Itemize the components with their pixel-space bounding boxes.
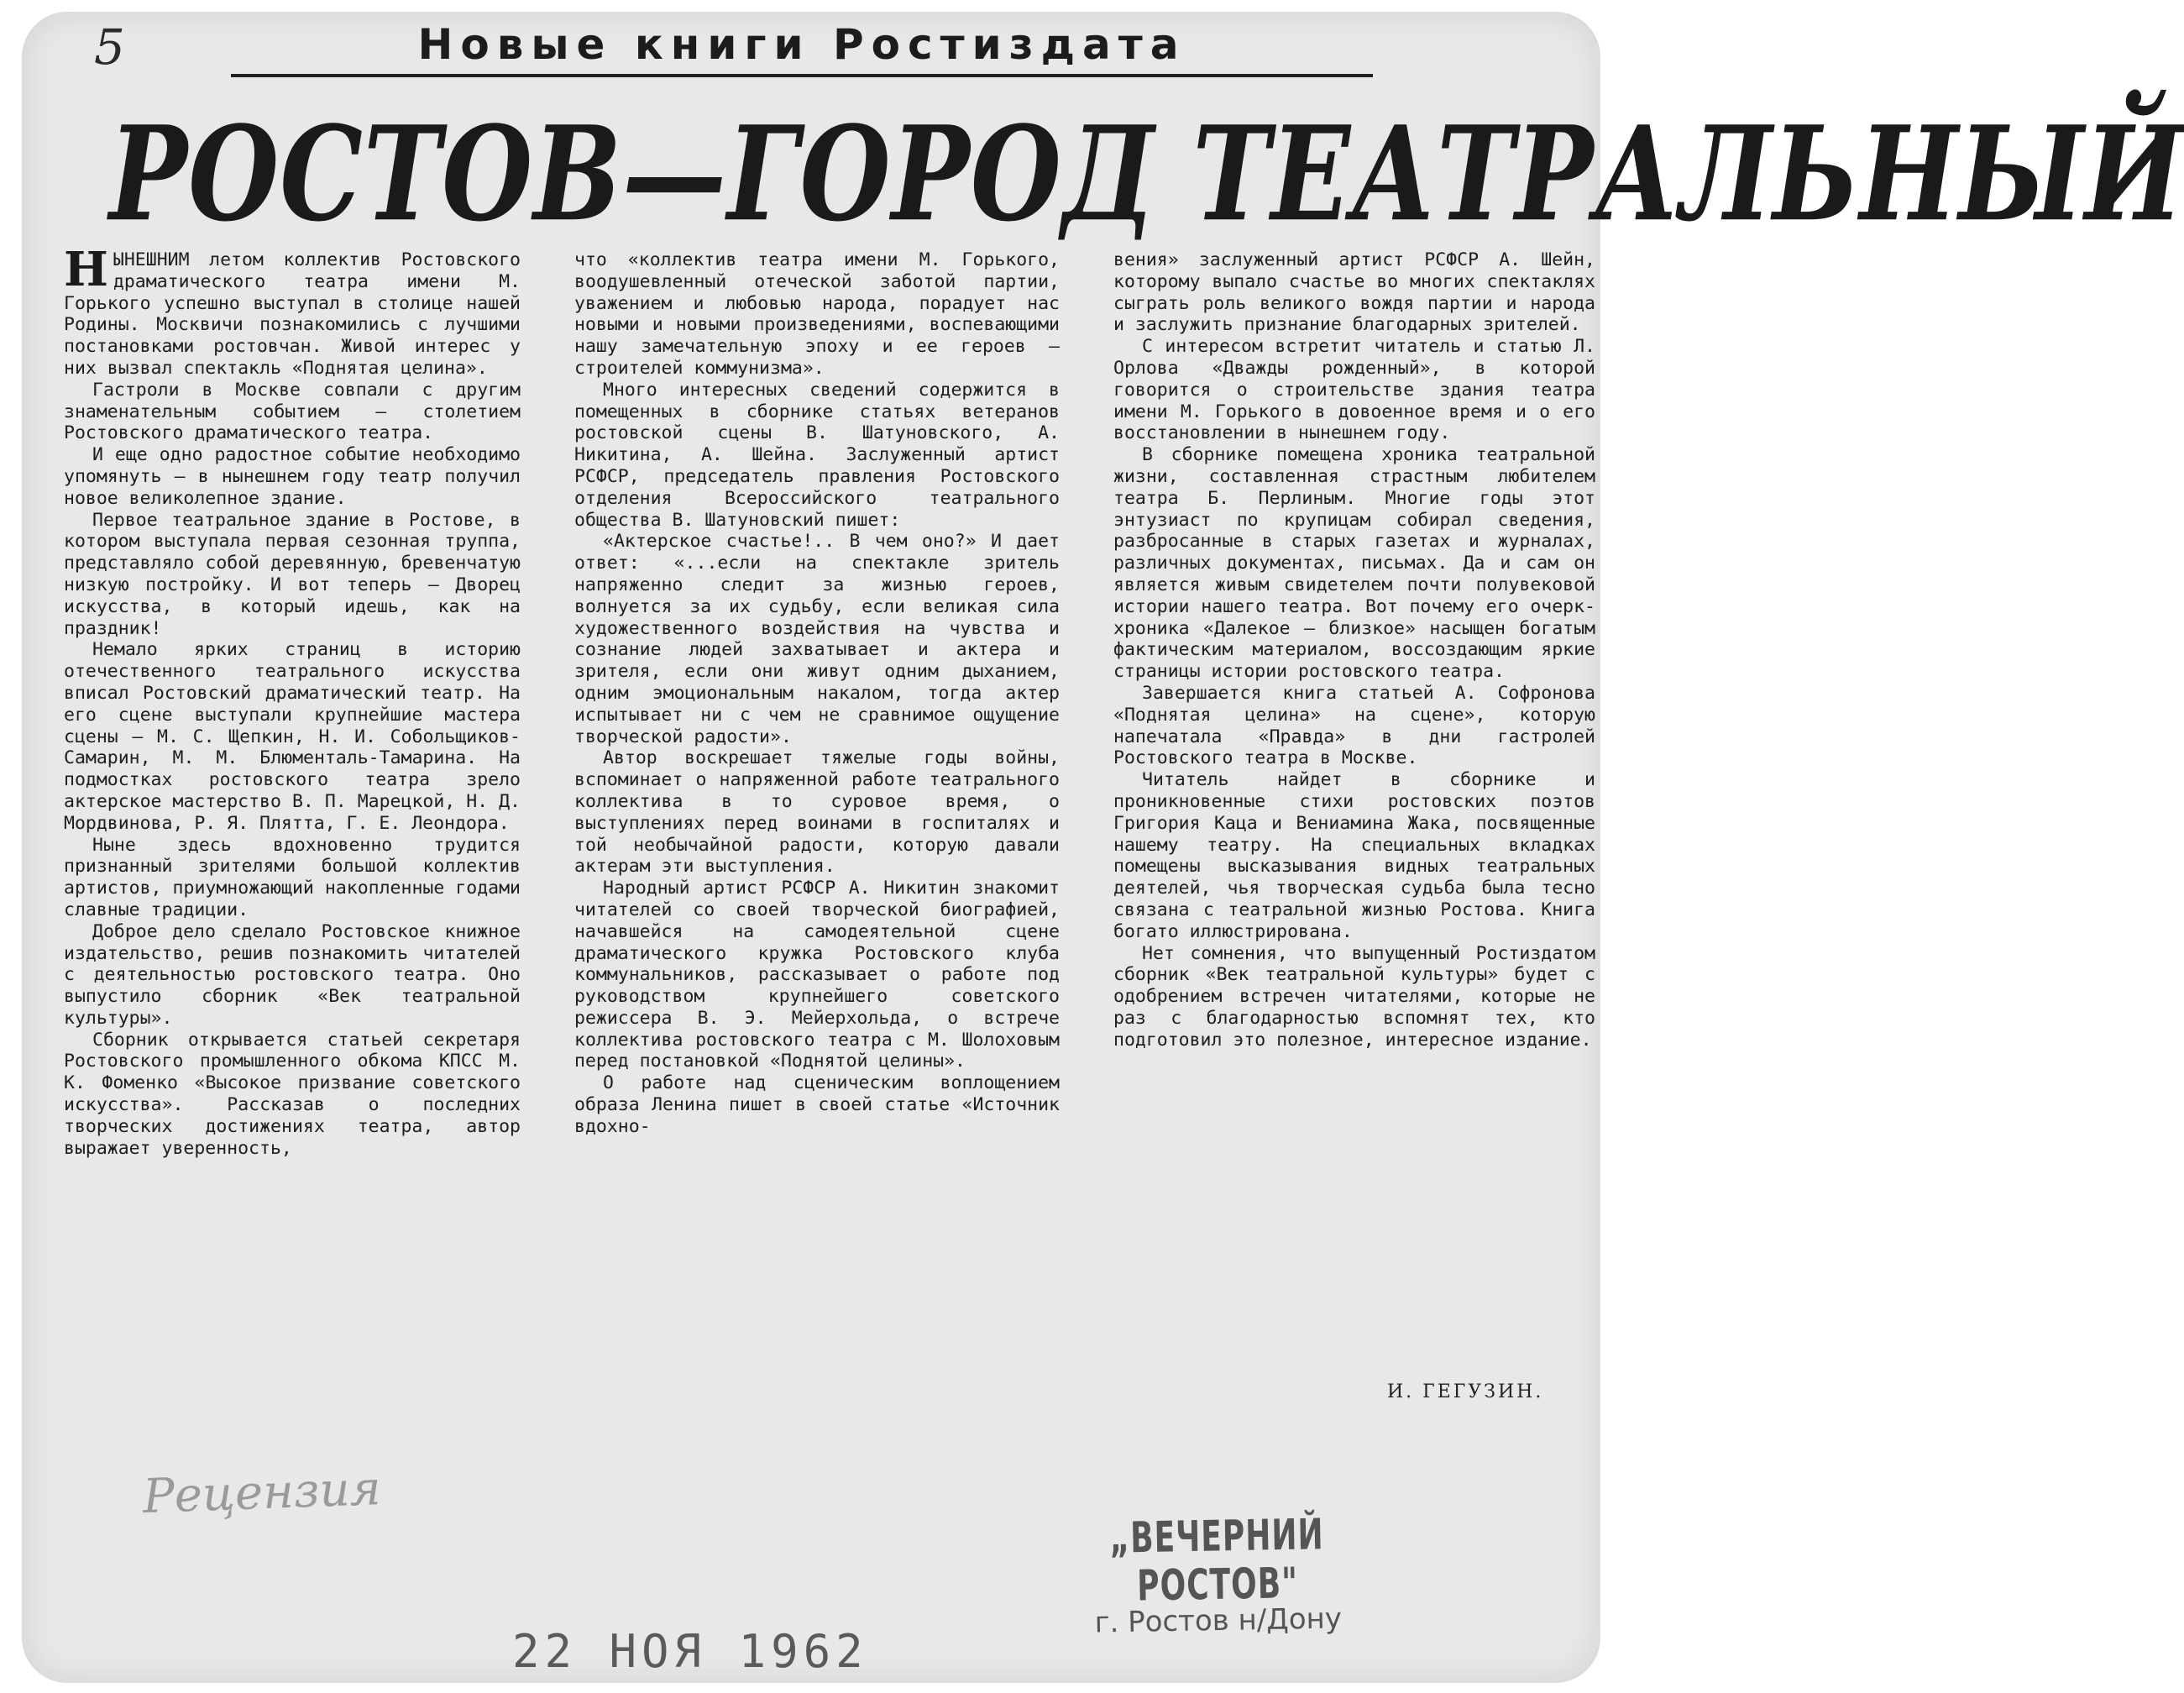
- author-signature: И. ГЕГУЗИН.: [1387, 1381, 1544, 1402]
- handwritten-note: Рецензия: [141, 1461, 382, 1524]
- paragraph: Нет сомнения, что выпущенный Ростиздатом сборник «Век театральной культуры» будет с одобрением встречен читателями, которые не раз с благодарностью вспомнят тех, кто подготовил это полезное, интересное издание.: [1113, 942, 1595, 1051]
- article-headline: РОСТОВ—ГОРОД ТЕАТРАЛЬНЫЙ: [109, 98, 2184, 251]
- paragraph: Доброе дело сделало Ростовское книжное издательство, решив познакомить читателей с деятельностью ростовского театра. Оно выпустило сборник «Век театральной культуры».: [64, 920, 521, 1029]
- paragraph: Гастроли в Москве совпали с другим знаменательным событием — столетием Ростовского драматического театра.: [64, 379, 521, 444]
- stamp-newspaper-name: „ВЕЧЕРНИЙ РОСТОВ": [1109, 1511, 1325, 1612]
- handwritten-mark: 5: [94, 18, 125, 76]
- paragraph: НЫНЕШНИМ летом коллектив Ростовского драматического театра имени М. Горького успешно выступал в столице нашей Родины. Москвичи познакомились с лучшими постановками ростовчан. Живой интерес у них вызвал спектакль «Поднятая целина».: [64, 242, 521, 379]
- paragraph: Первое театральное здание в Ростове, в котором выступала первая сезонная труппа, представляло собой деревянную, бревенчатую низкую постройку. И вот теперь — Дворец искусства, в который идешь, как на праздник!: [64, 509, 521, 639]
- paragraph: Автор воскрешает тяжелые годы войны, вспоминает о напряженной работе театрального коллектива в то суровое время, о выступлениях перед воинами в госпиталях и той необычайной радости, которую давали актерам эти выступления.: [574, 747, 1060, 878]
- stamp-city: г. Ростов н/Дону: [1094, 1601, 1343, 1640]
- newspaper-stamp: [1049, 1511, 1386, 1641]
- paragraph: И еще одно радостное событие необходимо упомянуть — в нынешнем году театр получил новое великолепное здание.: [64, 444, 521, 509]
- paragraph: Сборник открывается статьей секретаря Ростовского промышленного обкома КПСС М. К. Фоменко «Высокое призвание советского искусства». Рассказав о последних творческих достижениях театра, автор выражает уверенность,: [64, 1029, 521, 1159]
- paragraph: вения» заслуженный артист РСФСР А. Шейн, которому выпало счастье во многих спектаклях сыграть роль великого вождя партии и народа и заслужить признание благодарных зрителей.: [1113, 249, 1595, 336]
- paragraph: Ныне здесь вдохновенно трудится признанный зрителями большой коллектив артистов, приумножающий накопленные годами славные традиции.: [64, 834, 521, 920]
- paragraph: О работе над сценическим воплощением образа Ленина пишет в своей статье «Источник вдохно-: [574, 1072, 1060, 1137]
- drop-cap: Н: [64, 242, 108, 297]
- paragraph: «Актерское счастье!.. В чем оно?» И дает ответ: «...если на спектакле зритель напряженно следит за жизнью героев, волнуется за их судьбу, если великая сила художественного воздействия на чувства и сознание людей захватывает и актера и зрителя, если они живут одним дыханием, одним эмоциональным накалом, тогда актер испытывает ни с чем не сравнимое ощущение творческой радости».: [574, 531, 1060, 747]
- paragraph: Много интересных сведений содержится в помещенных в сборнике статьях ветеранов ростовской сцены В. Шатуновского, А. Никитина, А. Шейна. Заслуженный артист РСФСР, председатель правления Ростовского отделения Всероссийского театрального общества В. Шатуновский пишет:: [574, 379, 1060, 531]
- paragraph: Завершается книга статьей А. Софронова «Поднятая целина» на сцене», которую напечатала «Правда» в дни гастролей Ростовского театра в Москве.: [1113, 682, 1595, 769]
- article-body: [0, 242, 1616, 1425]
- paragraph: Народный артист РСФСР А. Никитин знакомит читателей со своей творческой биографией, начавшейся на самодеятельной сцене драматического кружка Ростовского клуба коммунальников, рассказывает о работе под руководством крупнейшего советского режиссера В. Э. Мейерхольда, о встрече коллектива ростовского театра с М. Шолоховым перед постановкой «Поднятой целины».: [574, 878, 1060, 1072]
- rubric-title: Новые книги Ростиздата: [231, 20, 1373, 77]
- date-stamp: 22 НОЯ 1962: [512, 1625, 868, 1678]
- paragraph: Читатель найдет в сборнике и проникновенные стихи ростовских поэтов Григория Каца и Вениамина Жака, посвященные нашему театру. На специальных вкладках помещены высказывания видных театральных деятелей, чья творческая судьба была тесно связана с театральной жизнью Ростова. Книга богато иллюстрирована.: [1113, 769, 1595, 942]
- paragraph: В сборнике помещена хроника театральной жизни, составленная страстным любителем театра Б. Перлиным. Многие годы этот энтузиаст по крупицам собирал сведения, разбросанные в старых газетах и журналах, различных документах, письмах. Да и сам он является живым свидетелем почти полувековой истории нашего театра. Вот почему его очерк-хроника «Далекое — близкое» насыщен богатым фактическим материалом, воссоздающим яркие страницы истории ростовского театра.: [1113, 444, 1595, 683]
- paragraph: С интересом встретит читатель и статью Л. Орлова «Дважды рожденный», в которой говорится о строительстве здания театра имени М. Горького в довоенное время и о его восстановлении в нынешнем году.: [1113, 336, 1595, 444]
- paragraph: Немало ярких страниц в историю отечественного театрального искусства вписал Ростовский драматический театр. На его сцене выступали крупнейшие мастера сцены — М. С. Щепкин, Н. И. Собольщиков-Самарин, М. М. Блюменталь-Тамарина. На подмостках ростовского театра зрело актерское мастерство В. П. Марецкой, Н. Д. Мордвинова, Р. Я. Плятта, Г. Е. Леондора.: [64, 639, 521, 834]
- article-column-2: [574, 249, 1060, 1138]
- paragraph: что «коллектив театра имени М. Горького, воодушевленный отеческой заботой партии, уважением и любовью народа, порадует нас новыми и новыми произведениями, воспевающими нашу замечательную эпоху и ее героев — строителей коммунизма».: [574, 249, 1060, 379]
- article-column-3: [1113, 249, 1595, 1051]
- article-column-1: [64, 242, 521, 1159]
